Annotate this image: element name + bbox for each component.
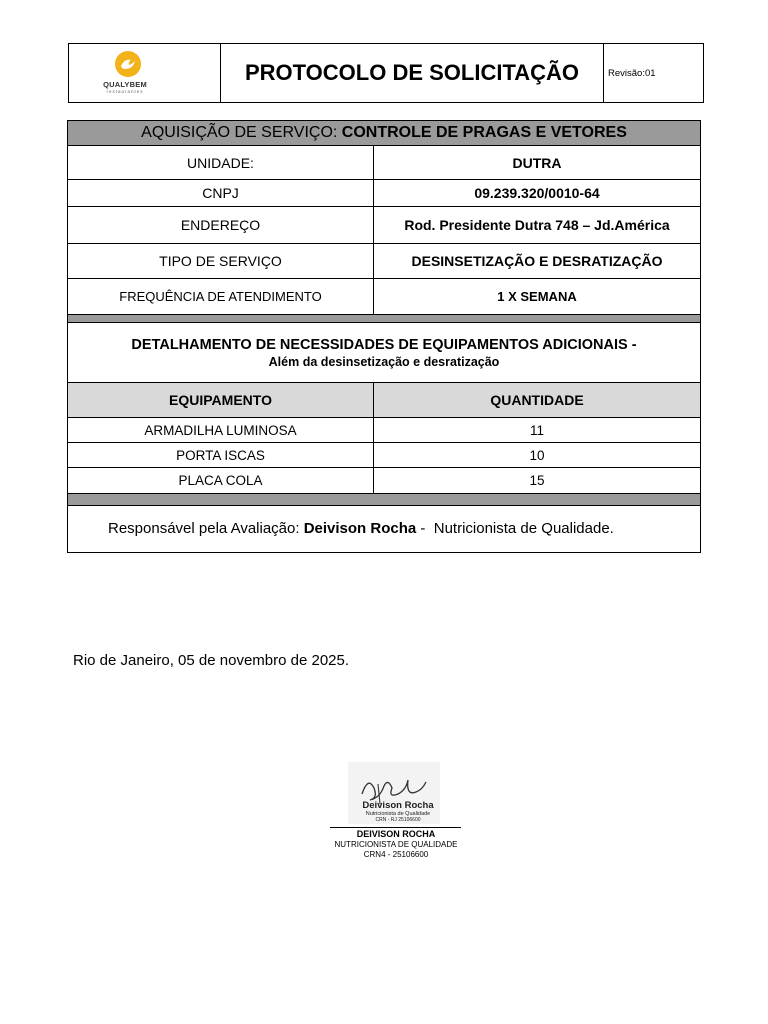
- document-header: [68, 43, 704, 103]
- info-label: TIPO DE SERVIÇO: [68, 244, 374, 278]
- info-row-unidade: [68, 146, 700, 180]
- equipment-name: PLACA COLA: [68, 468, 374, 493]
- responsible-name: Deivison Rocha: [303, 520, 417, 537]
- signature-stamp: [348, 762, 440, 824]
- column-header-quantity: QUANTIDADE: [490, 392, 584, 408]
- info-row-endereco: [68, 207, 700, 244]
- table-row: [68, 468, 700, 494]
- equipment-name: ARMADILHA LUMINOSA: [68, 418, 374, 442]
- info-row-frequencia: [68, 279, 700, 315]
- equipment-name: PORTA ISCAS: [68, 443, 374, 467]
- info-label: ENDEREÇO: [68, 207, 374, 243]
- signer-name: DEIVISON ROCHA: [356, 829, 436, 839]
- detail-subtitle: Além da desinsetização e desratização: [268, 354, 500, 369]
- equipment-qty: 15: [529, 473, 545, 488]
- responsible-line: [108, 520, 614, 537]
- info-value: DUTRA: [512, 154, 562, 171]
- request-table: [67, 120, 701, 553]
- stamp-crn: CRN - RJ 25106600: [375, 817, 421, 823]
- info-row-cnpj: [68, 180, 700, 207]
- detail-title: DETALHAMENTO DE NECESSIDADES DE EQUIPAMENTOS ADICIONAIS -: [131, 336, 637, 353]
- signature-line: [330, 827, 461, 828]
- service-name: CONTROLE DE PRAGAS E VETORES: [341, 124, 627, 141]
- info-value: Rod. Presidente Dutra 748 – Jd.América: [404, 217, 670, 233]
- separator-band: [68, 315, 700, 323]
- place-date: Rio de Janeiro, 05 de novembro de 2025.: [73, 652, 350, 669]
- service-prefix: AQUISIÇÃO DE SERVIÇO:: [141, 124, 342, 141]
- separator-band: [68, 494, 700, 506]
- table-row: [68, 418, 700, 443]
- logo-cell: [69, 44, 221, 102]
- info-value: 09.239.320/0010-64: [474, 185, 600, 201]
- document-title: PROTOCOLO DE SOLICITAÇÃO: [221, 44, 604, 102]
- equipment-header-row: [68, 383, 700, 418]
- revision-label: Revisão:01: [608, 67, 656, 79]
- info-label: CNPJ: [68, 180, 374, 206]
- service-row: [68, 121, 700, 146]
- stamp-name: Deivison Rocha: [362, 800, 434, 811]
- detail-heading: [68, 323, 700, 383]
- info-value: DESINSETIZAÇÃO E DESRATIZAÇÃO: [411, 253, 663, 269]
- stamp-role: Nutricionista de Qualidade: [365, 811, 431, 817]
- column-header-equipment: EQUIPAMENTO: [68, 383, 374, 417]
- table-row: [68, 443, 700, 468]
- info-label: FREQUÊNCIA DE ATENDIMENTO: [68, 279, 374, 314]
- responsible-prefix: Responsável pela Avaliação:: [108, 520, 304, 537]
- info-value: 1 X SEMANA: [497, 289, 577, 304]
- responsible-suffix: - Nutricionista de Qualidade.: [416, 520, 614, 537]
- logo-text: QUALYBEM: [103, 80, 147, 89]
- info-label: UNIDADE:: [68, 146, 374, 179]
- signer-role: NUTRICIONISTA DE QUALIDADE: [334, 840, 458, 849]
- equipment-qty: 10: [529, 447, 545, 463]
- signer-crn: CRN4 - 25106600: [363, 850, 429, 859]
- info-row-tipo: [68, 244, 700, 279]
- logo-subtext: restaurantes: [106, 89, 144, 94]
- equipment-qty: 11: [529, 422, 544, 438]
